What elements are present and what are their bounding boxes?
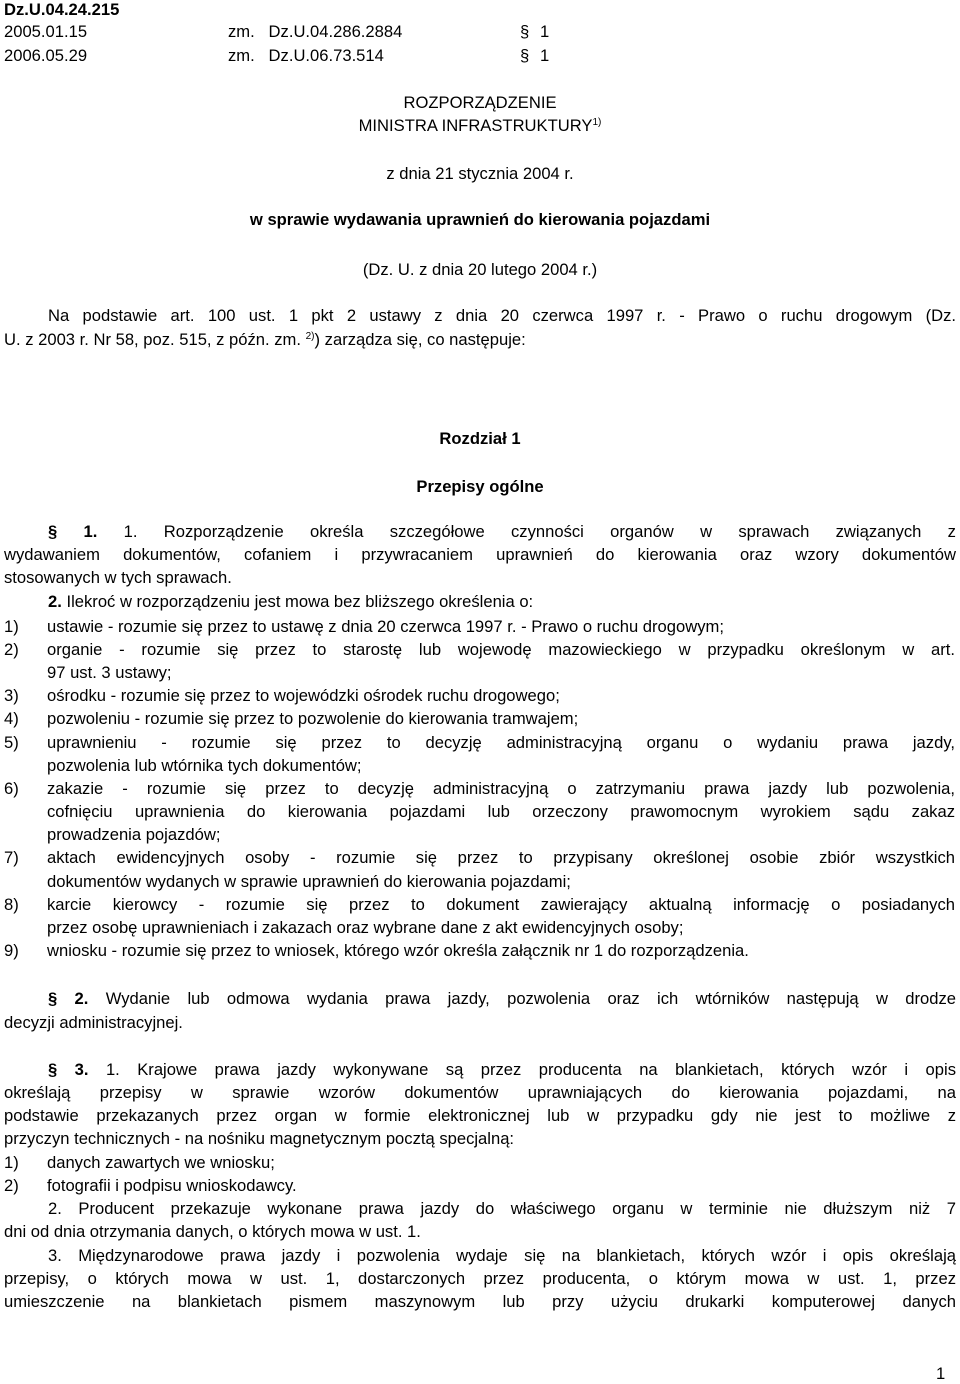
chapter-name: Przepisy ogólne xyxy=(416,477,544,496)
def-text-6-line1: zakazie - rozumie się przez to decyzję administracyjną o zatrzymaniu prawa jazdy lub pozwolenia, xyxy=(47,779,955,798)
def-text-7-line1: aktach ewidencyjnych osoby - rozumie się przez to przypisany określonej osobie zbiór wszystkich xyxy=(47,848,955,867)
s1-para1-line2: wydawaniem dokumentów, cofaniem i przywracaniem uprawnień do kierowania oraz wzory dokumentów xyxy=(4,545,956,564)
publication-ref: (Dz. U. z dnia 20 lutego 2004 r.) xyxy=(362,260,598,279)
document-reference: Dz.U.04.24.215 xyxy=(4,0,120,19)
def-number-2: 2) xyxy=(4,640,19,659)
s3-para1-line2: określają przepisy w sprawie wzorów dokumentów uprawniających do kierowania pojazdami, na xyxy=(4,1083,956,1102)
s3-para3-line3: umieszczenie na blankietach pismem maszynowym lub przy użyciu drukarki komputerowej danych xyxy=(4,1292,956,1311)
s3-para2-line1: 2. Producent przekazuje wykonane prawa jazdy do właściwego organu w terminie nie dłuższym niż 7 xyxy=(48,1199,956,1218)
amendment-ref-2: zm. Dz.U.06.73.514 xyxy=(228,46,384,65)
def-number-8: 8) xyxy=(4,895,19,914)
amendment-date-1: 2005.01.15 xyxy=(4,22,88,41)
footnote-ref-2[interactable]: 2) xyxy=(305,331,315,342)
def-text-2-line2: 97 ust. 3 ustawy; xyxy=(47,663,172,682)
page-number: 1 xyxy=(936,1364,946,1383)
s1-para1-number: 1. xyxy=(123,522,138,541)
preamble-enactment: ) zarządza się, co następuje: xyxy=(314,330,526,349)
s1-para1-line3: stosowanych w tych sprawach. xyxy=(4,568,232,587)
s2-line2: decyzji administracyjnej. xyxy=(4,1013,183,1032)
amendment-para-2: § xyxy=(520,46,530,65)
s3-item-number-2: 2) xyxy=(4,1176,19,1195)
def-number-7: 7) xyxy=(4,848,19,867)
def-text-4-line1: pozwoleniu - rozumie się przez to pozwolenie do kierowania tramwajem; xyxy=(47,709,579,728)
def-text-8-line1: karcie kierowcy - rozumie się przez to dokument zawierający aktualną informację o posiadanych xyxy=(47,895,955,914)
s3-item-text-2: fotografii i podpisu wnioskodawcy. xyxy=(47,1176,297,1195)
def-text-6-line3: prowadzenia pojazdów; xyxy=(47,825,221,844)
title-ministry: MINISTRA INFRASTRUKTURY xyxy=(358,116,593,135)
s2-line1 xyxy=(4,989,956,1009)
def-number-1: 1) xyxy=(4,617,19,636)
s1-para1-line1 xyxy=(4,522,956,542)
s3-para1-line4: przyczyn technicznych - na nośniku magnetycznym pocztą specjalną: xyxy=(4,1129,515,1148)
s3-item-text-1: danych zawartych we wniosku; xyxy=(47,1153,275,1172)
s1-para2-text: Ilekroć w rozporządzeniu jest mowa bez bliższego określenia o: xyxy=(66,592,534,611)
preamble-line-1: Na podstawie art. 100 ust. 1 pkt 2 ustawy z dnia 20 czerwca 1997 r. - Prawo o ruchu drogowym (Dz. xyxy=(48,306,956,325)
title-date: z dnia 21 stycznia 2004 r. xyxy=(386,164,574,183)
def-text-5-line2: pozwolenia lub wtórnika tych dokumentów; xyxy=(47,756,362,775)
amendment-para-1: § xyxy=(520,22,530,41)
s3-para3-line1: 3. Międzynarodowe prawa jazdy i pozwolenia wydaje się na blankietach, których wzór i opis określają xyxy=(48,1246,956,1265)
def-text-2-line1: organie - rozumie się przez to starostę lub wojewodę mazowieckiego w przypadku określonym w art. xyxy=(47,640,955,659)
s3-para1-line3: podstawie przekazanych przez organ w formie elektronicznej lub w przypadku gdy nie jest to możliwe z xyxy=(4,1106,956,1125)
footnote-ref-1[interactable]: 1) xyxy=(592,117,602,128)
title-line-2 xyxy=(0,115,960,137)
s1-para1-text: Rozporządzenie określa szczegółowe czynności organów w sprawach związanych z xyxy=(163,522,956,541)
def-text-5-line1: uprawnieniu - rozumie się przez to decyzję administracyjną organu o wydaniu prawa jazdy, xyxy=(47,733,955,752)
section-mark-2: § 2. xyxy=(48,989,89,1008)
def-text-7-line2: dokumentów wydanych w sprawie uprawnień do kierowania pojazdami; xyxy=(47,872,571,891)
def-number-3: 3) xyxy=(4,686,19,705)
def-number-5: 5) xyxy=(4,733,19,752)
def-number-6: 6) xyxy=(4,779,19,798)
preamble-citation: U. z 2003 r. Nr 58, poz. 515, z późn. zm. xyxy=(4,330,301,349)
title-subject: w sprawie wydawania uprawnień do kierowania pojazdami xyxy=(249,210,711,229)
s3-item-number-1: 1) xyxy=(4,1153,19,1172)
s1-para2 xyxy=(48,592,533,612)
s3-para1-number: 1. xyxy=(105,1060,120,1079)
amendment-date-2: 2006.05.29 xyxy=(4,46,88,65)
section-mark-1: § 1. xyxy=(48,522,98,541)
def-text-3-line1: ośrodku - rozumie się przez to wojewódzki ośrodek ruchu drogowego; xyxy=(47,686,560,705)
def-number-4: 4) xyxy=(4,709,19,728)
s3-para3-line2: przepisy, o których mowa w ust. 1, dostarczonych przez producenta, o którym mowa w ust. 1, przez xyxy=(4,1269,956,1288)
chapter-label: Rozdział 1 xyxy=(439,429,521,448)
amendment-ref-1: zm. Dz.U.04.286.2884 xyxy=(228,22,403,41)
def-text-8-line2: przez osobę uprawnieniach i zakazach oraz wybrane dane z akt ewidencyjnych osoby; xyxy=(47,918,684,937)
s3-para1-text: Krajowe prawa jazdy wykonywane są przez producenta na blankietach, których wzór i opis xyxy=(137,1060,956,1079)
amendment-num-2: 1 xyxy=(540,46,550,65)
amendment-num-1: 1 xyxy=(540,22,550,41)
section-mark-3: § 3. xyxy=(48,1060,89,1079)
s3-para2-line2: dni od dnia otrzymania danych, o których mowa w ust. 1. xyxy=(4,1222,421,1241)
preamble-line-2 xyxy=(4,330,526,350)
def-text-9-line1: wniosku - rozumie się przez to wniosek, którego wzór określa załącznik nr 1 do rozporządzenia. xyxy=(47,941,749,960)
title-line-1: ROZPORZĄDZENIE xyxy=(403,93,557,112)
s3-para1-line1 xyxy=(4,1060,956,1080)
def-number-9: 9) xyxy=(4,941,19,960)
def-text-6-line2: cofnięciu uprawnienia do kierowania pojazdami lub orzeczony prawomocnym wyrokiem sądu zakaz xyxy=(47,802,955,821)
def-text-1-line1: ustawie - rozumie się przez to ustawę z dnia 20 czerwca 1997 r. - Prawo o ruchu drogowym; xyxy=(47,617,724,636)
s2-text: Wydanie lub odmowa wydania prawa jazdy, pozwolenia oraz ich wtórników następują w drodze xyxy=(105,989,956,1008)
s1-para2-number: 2. xyxy=(48,592,62,611)
